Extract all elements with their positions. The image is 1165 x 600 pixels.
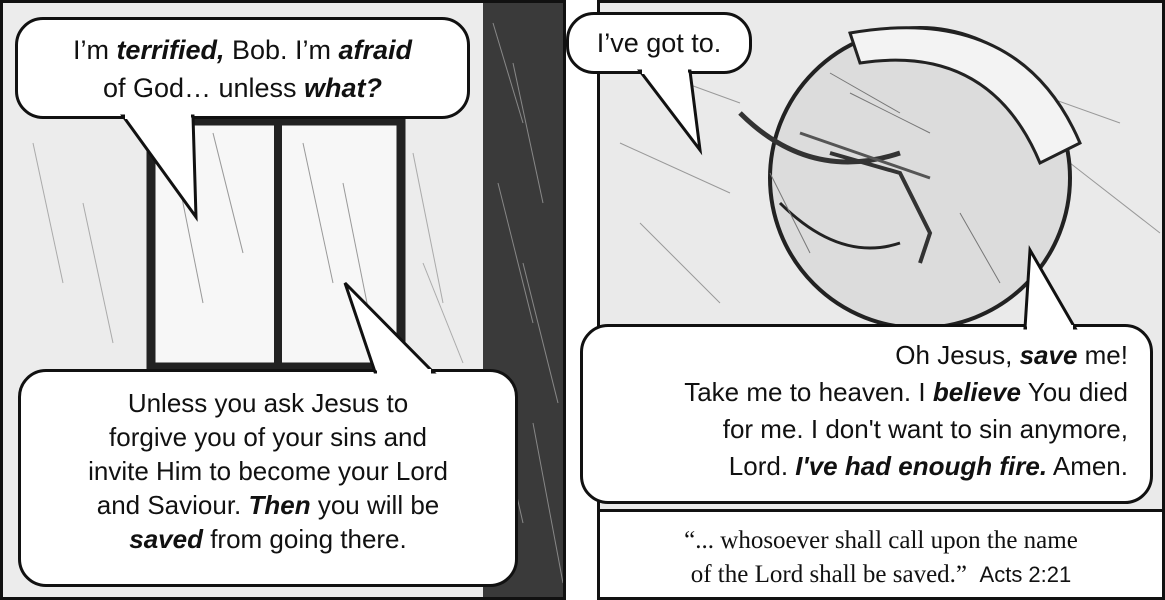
bubble-emphasis: I've had enough fire. xyxy=(795,451,1048,481)
bubble-text: I’m xyxy=(72,35,117,65)
bubble-line: Unless you ask Jesus to xyxy=(127,388,409,418)
caption-line: “... whosoever shall call upon the name xyxy=(684,527,1078,554)
bubble-emphasis: saved xyxy=(129,524,203,554)
caption-reference: Acts 2:21 xyxy=(979,562,1072,587)
bubble-text: from going there. xyxy=(202,524,407,554)
bubble-text: me! xyxy=(1077,340,1128,370)
bubble-emphasis: what? xyxy=(304,73,383,103)
bubble-emphasis: save xyxy=(1019,340,1078,370)
bubble-emphasis: terrified, xyxy=(116,35,225,65)
bubble-line: invite Him to become your Lord xyxy=(88,456,448,486)
bubble-line: for me. I don't want to sin anymore, xyxy=(722,414,1128,444)
bubble-text: you will be xyxy=(310,490,440,520)
bubble-text: I’ve got to. xyxy=(596,28,722,58)
bubble-emphasis: believe xyxy=(932,377,1021,407)
bubble-line: forgive you of your sins and xyxy=(109,422,427,452)
bubble-text: Lord. xyxy=(728,451,796,481)
bubble-text: Oh Jesus, xyxy=(895,340,1020,370)
bubble-text: Bob. I’m xyxy=(224,35,339,65)
bubble-text: Amen. xyxy=(1047,451,1128,481)
bubble-emphasis: afraid xyxy=(338,35,413,65)
bubble-text: of God… unless xyxy=(102,73,305,103)
bubble-text: You died xyxy=(1020,377,1128,407)
bubble-emphasis: Then xyxy=(248,490,311,520)
bubble-text: Take me to heaven. I xyxy=(684,377,933,407)
bubble-text: and Saviour. xyxy=(96,490,249,520)
caption-line: of the Lord shall be saved.” xyxy=(690,561,968,588)
bubble-tail-prayer xyxy=(1025,250,1075,328)
bubble-tail-ive-got-to xyxy=(640,71,700,150)
